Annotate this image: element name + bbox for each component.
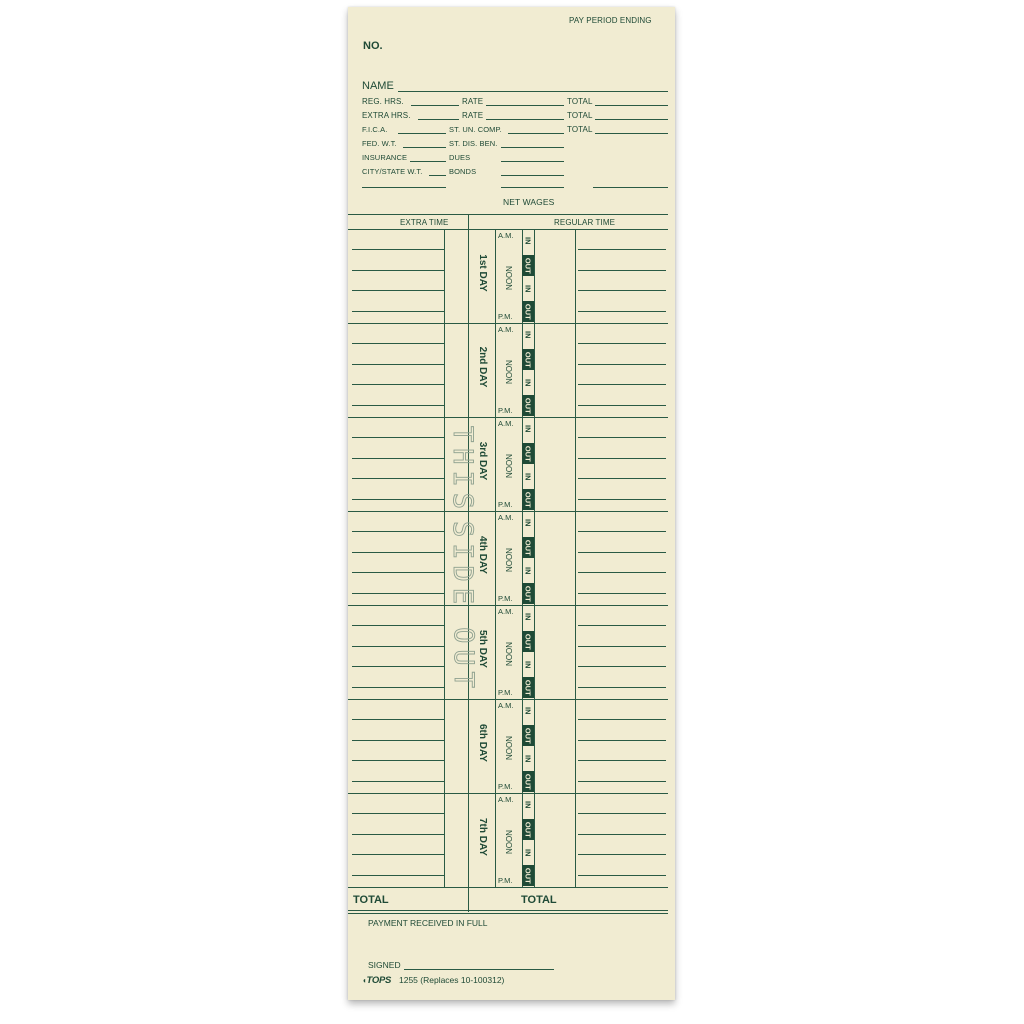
total-3-label: TOTAL (567, 125, 593, 134)
st-un-comp-label: ST. UN. COMP. (449, 125, 502, 134)
in-tab (522, 467, 534, 487)
out-tab (522, 725, 534, 746)
grid-top-line (348, 214, 668, 215)
day-label-1: 1st DAY (477, 254, 488, 292)
out-label: OUT (523, 539, 533, 556)
regular-time-line[interactable] (578, 760, 666, 761)
regular-time-header: REGULAR TIME (554, 218, 616, 227)
in-tab (522, 843, 534, 863)
in-tab (522, 325, 534, 345)
extra-time-line[interactable] (352, 343, 444, 344)
day-separator (348, 417, 668, 418)
extra-time-line[interactable] (352, 531, 444, 532)
regular-time-line[interactable] (578, 646, 666, 647)
total-left-label: TOTAL (353, 894, 389, 906)
extra-time-line[interactable] (352, 760, 444, 761)
out-tab (522, 395, 534, 416)
regular-time-line[interactable] (578, 740, 666, 741)
extra-time-line[interactable] (352, 781, 444, 782)
in-tab (522, 279, 534, 299)
regular-time-line[interactable] (578, 405, 666, 406)
day-separator (348, 323, 668, 324)
extra-time-line[interactable] (352, 478, 444, 479)
in-tab (522, 231, 534, 251)
st-dis-ben-line[interactable] (501, 147, 564, 148)
pm-label: P.M. (498, 876, 513, 885)
regular-time-line[interactable] (578, 458, 666, 459)
time-card (348, 7, 675, 1000)
fed-wt-label: FED. W.T. (362, 139, 397, 148)
in-label: IN (523, 519, 533, 527)
out-label: OUT (523, 445, 533, 462)
in-label: IN (523, 661, 533, 669)
day-separator (348, 699, 668, 700)
signed-label: SIGNED (368, 960, 401, 970)
rate-1-line[interactable] (486, 105, 564, 106)
pm-label: P.M. (498, 312, 513, 321)
noon-label: NOON (504, 360, 513, 384)
name-line[interactable] (398, 91, 668, 92)
out-label: OUT (523, 397, 533, 414)
out-tab (522, 255, 534, 276)
regular-time-line[interactable] (578, 719, 666, 720)
watermark-word-1: THIS (447, 425, 479, 516)
noon-label: NOON (504, 736, 513, 760)
blank-line-left[interactable] (362, 187, 446, 188)
st-un-comp-line[interactable] (508, 133, 564, 134)
in-tab (522, 373, 534, 393)
rate-1-label: RATE (462, 97, 484, 106)
regular-time-line[interactable] (578, 437, 666, 438)
in-tab (522, 749, 534, 769)
am-label: A.M. (498, 795, 514, 804)
city-state-wt-line[interactable] (429, 175, 446, 176)
totals-double-line (348, 913, 668, 914)
am-label: A.M. (498, 419, 514, 428)
pm-label: P.M. (498, 406, 513, 415)
signature-line[interactable] (404, 969, 554, 970)
extra-time-line[interactable] (352, 552, 444, 553)
extra-time-line[interactable] (352, 740, 444, 741)
am-label: A.M. (498, 513, 514, 522)
pm-label: P.M. (498, 688, 513, 697)
in-label: IN (523, 849, 533, 857)
out-tab (522, 677, 534, 698)
stamp-column-right (575, 229, 576, 887)
pm-label: P.M. (498, 594, 513, 603)
fica-label: F.I.C.A. (362, 125, 388, 134)
regular-time-line[interactable] (578, 854, 666, 855)
payment-received-label: PAYMENT RECEIVED IN FULL (368, 918, 488, 928)
blank-line-mid[interactable] (501, 187, 564, 188)
total-2-label: TOTAL (567, 111, 593, 120)
extra-time-line[interactable] (352, 813, 444, 814)
extra-time-line[interactable] (352, 311, 444, 312)
in-tab (522, 419, 534, 439)
dues-line[interactable] (501, 161, 564, 162)
city-state-wt-label: CITY/STATE W.T. (362, 167, 423, 176)
out-tab (522, 349, 534, 370)
total-3-line[interactable] (595, 133, 668, 134)
out-tab (522, 865, 534, 886)
regular-time-line[interactable] (578, 625, 666, 626)
regular-time-line[interactable] (578, 687, 666, 688)
regular-time-line[interactable] (578, 552, 666, 553)
out-label: OUT (523, 491, 533, 508)
day-separator (348, 605, 668, 606)
extra-time-line[interactable] (352, 499, 444, 500)
name-label: NAME (362, 80, 394, 92)
bonds-line[interactable] (501, 175, 564, 176)
regular-time-line[interactable] (578, 343, 666, 344)
day-label-7: 7th DAY (477, 818, 488, 856)
regular-time-line[interactable] (578, 364, 666, 365)
regular-time-line[interactable] (578, 249, 666, 250)
tab-column-right (534, 229, 535, 887)
totals-bottom-line (348, 910, 668, 911)
bonds-label: BONDS (449, 167, 477, 176)
out-label: OUT (523, 303, 533, 320)
rate-2-label: RATE (462, 111, 484, 120)
extra-time-line[interactable] (352, 290, 444, 291)
noon-label: NOON (504, 266, 513, 290)
noon-label: NOON (504, 642, 513, 666)
am-label: A.M. (498, 325, 514, 334)
grid-bottom-line (348, 887, 668, 888)
extra-time-line[interactable] (352, 687, 444, 688)
out-tab (522, 443, 534, 464)
total-1-line[interactable] (595, 105, 668, 106)
out-tab (522, 489, 534, 510)
header-bottom-line (348, 229, 668, 230)
extra-time-line[interactable] (352, 249, 444, 250)
extra-time-line[interactable] (352, 384, 444, 385)
pm-label: P.M. (498, 782, 513, 791)
net-wages-label: NET WAGES (503, 197, 555, 207)
day-separator (348, 511, 668, 512)
am-label: A.M. (498, 607, 514, 616)
extra-hrs-label: EXTRA HRS. (362, 111, 411, 120)
extra-time-line[interactable] (352, 719, 444, 720)
pm-label: P.M. (498, 500, 513, 509)
watermark-word-2: SIDE (447, 520, 479, 611)
day-separator (348, 793, 668, 794)
label-column-border (495, 229, 496, 887)
out-tab (522, 631, 534, 652)
out-label: OUT (523, 351, 533, 368)
regular-time-line[interactable] (578, 834, 666, 835)
day-label-4: 4th DAY (477, 536, 488, 574)
noon-label: NOON (504, 548, 513, 572)
tops-logo: ◖TOPS (362, 975, 392, 986)
in-label: IN (523, 425, 533, 433)
extra-time-right-border (444, 229, 445, 887)
extra-time-line[interactable] (352, 458, 444, 459)
noon-label: NOON (504, 830, 513, 854)
extra-time-line[interactable] (352, 593, 444, 594)
in-label: IN (523, 379, 533, 387)
st-dis-ben-label: ST. DIS. BEN. (449, 139, 498, 148)
in-label: IN (523, 331, 533, 339)
extra-hrs-line[interactable] (418, 119, 459, 120)
fica-line[interactable] (398, 133, 446, 134)
in-label: IN (523, 613, 533, 621)
regular-time-line[interactable] (578, 384, 666, 385)
in-label: IN (523, 707, 533, 715)
in-tab (522, 607, 534, 627)
in-label: IN (523, 285, 533, 293)
fed-wt-line[interactable] (403, 147, 446, 148)
in-label: IN (523, 755, 533, 763)
in-label: IN (523, 567, 533, 575)
regular-time-line[interactable] (578, 813, 666, 814)
total-2-line[interactable] (595, 119, 668, 120)
regular-time-line[interactable] (578, 499, 666, 500)
day-label-3: 3rd DAY (477, 441, 488, 481)
extra-time-line[interactable] (352, 625, 444, 626)
out-label: OUT (523, 773, 533, 790)
pay-period-ending-label: PAY PERIOD ENDING (569, 16, 652, 25)
regular-time-line[interactable] (578, 311, 666, 312)
regular-time-line[interactable] (578, 478, 666, 479)
rate-2-line[interactable] (486, 119, 564, 120)
in-tab (522, 795, 534, 815)
out-label: OUT (523, 727, 533, 744)
reg-hrs-line[interactable] (411, 105, 459, 106)
regular-time-line[interactable] (578, 875, 666, 876)
total-1-label: TOTAL (567, 97, 593, 106)
extra-time-line[interactable] (352, 437, 444, 438)
net-wages-line[interactable] (593, 187, 668, 188)
dues-label: DUES (449, 153, 471, 162)
insurance-label: INSURANCE (362, 153, 408, 162)
regular-time-line[interactable] (578, 781, 666, 782)
day-label-5: 5th DAY (477, 630, 488, 668)
am-label: A.M. (498, 231, 514, 240)
regular-time-line[interactable] (578, 270, 666, 271)
reg-hrs-label: REG. HRS. (362, 97, 404, 106)
extra-time-line[interactable] (352, 834, 444, 835)
in-label: IN (523, 801, 533, 809)
out-tab (522, 771, 534, 792)
day-label-2: 2nd DAY (477, 346, 488, 388)
in-tab (522, 701, 534, 721)
in-label: IN (523, 473, 533, 481)
form-number: 1255 (Replaces 10-100312) (399, 975, 505, 985)
extra-time-line[interactable] (352, 875, 444, 876)
out-tab (522, 537, 534, 558)
extra-time-line[interactable] (352, 854, 444, 855)
in-tab (522, 655, 534, 675)
out-label: OUT (523, 867, 533, 884)
extra-time-line[interactable] (352, 646, 444, 647)
extra-time-header: EXTRA TIME (400, 218, 449, 227)
extra-time-line[interactable] (352, 666, 444, 667)
regular-time-line[interactable] (578, 593, 666, 594)
extra-time-line[interactable] (352, 405, 444, 406)
in-tab (522, 513, 534, 533)
extra-time-line[interactable] (352, 270, 444, 271)
day-label-6: 6th DAY (477, 724, 488, 762)
regular-time-line[interactable] (578, 666, 666, 667)
regular-time-line[interactable] (578, 572, 666, 573)
out-label: OUT (523, 633, 533, 650)
regular-time-line[interactable] (578, 531, 666, 532)
out-label: OUT (523, 679, 533, 696)
out-tab (522, 819, 534, 840)
number-label: NO. (363, 40, 383, 52)
watermark-word-3: OUT (447, 627, 479, 694)
in-label: IN (523, 237, 533, 245)
out-label: OUT (523, 585, 533, 602)
out-label: OUT (523, 821, 533, 838)
out-label: OUT (523, 257, 533, 274)
total-right-label: TOTAL (521, 894, 557, 906)
insurance-line[interactable] (410, 161, 446, 162)
in-tab (522, 561, 534, 581)
noon-label: NOON (504, 454, 513, 478)
am-label: A.M. (498, 701, 514, 710)
extra-time-line[interactable] (352, 572, 444, 573)
regular-time-line[interactable] (578, 290, 666, 291)
out-tab (522, 301, 534, 322)
out-tab (522, 583, 534, 604)
extra-time-line[interactable] (352, 364, 444, 365)
